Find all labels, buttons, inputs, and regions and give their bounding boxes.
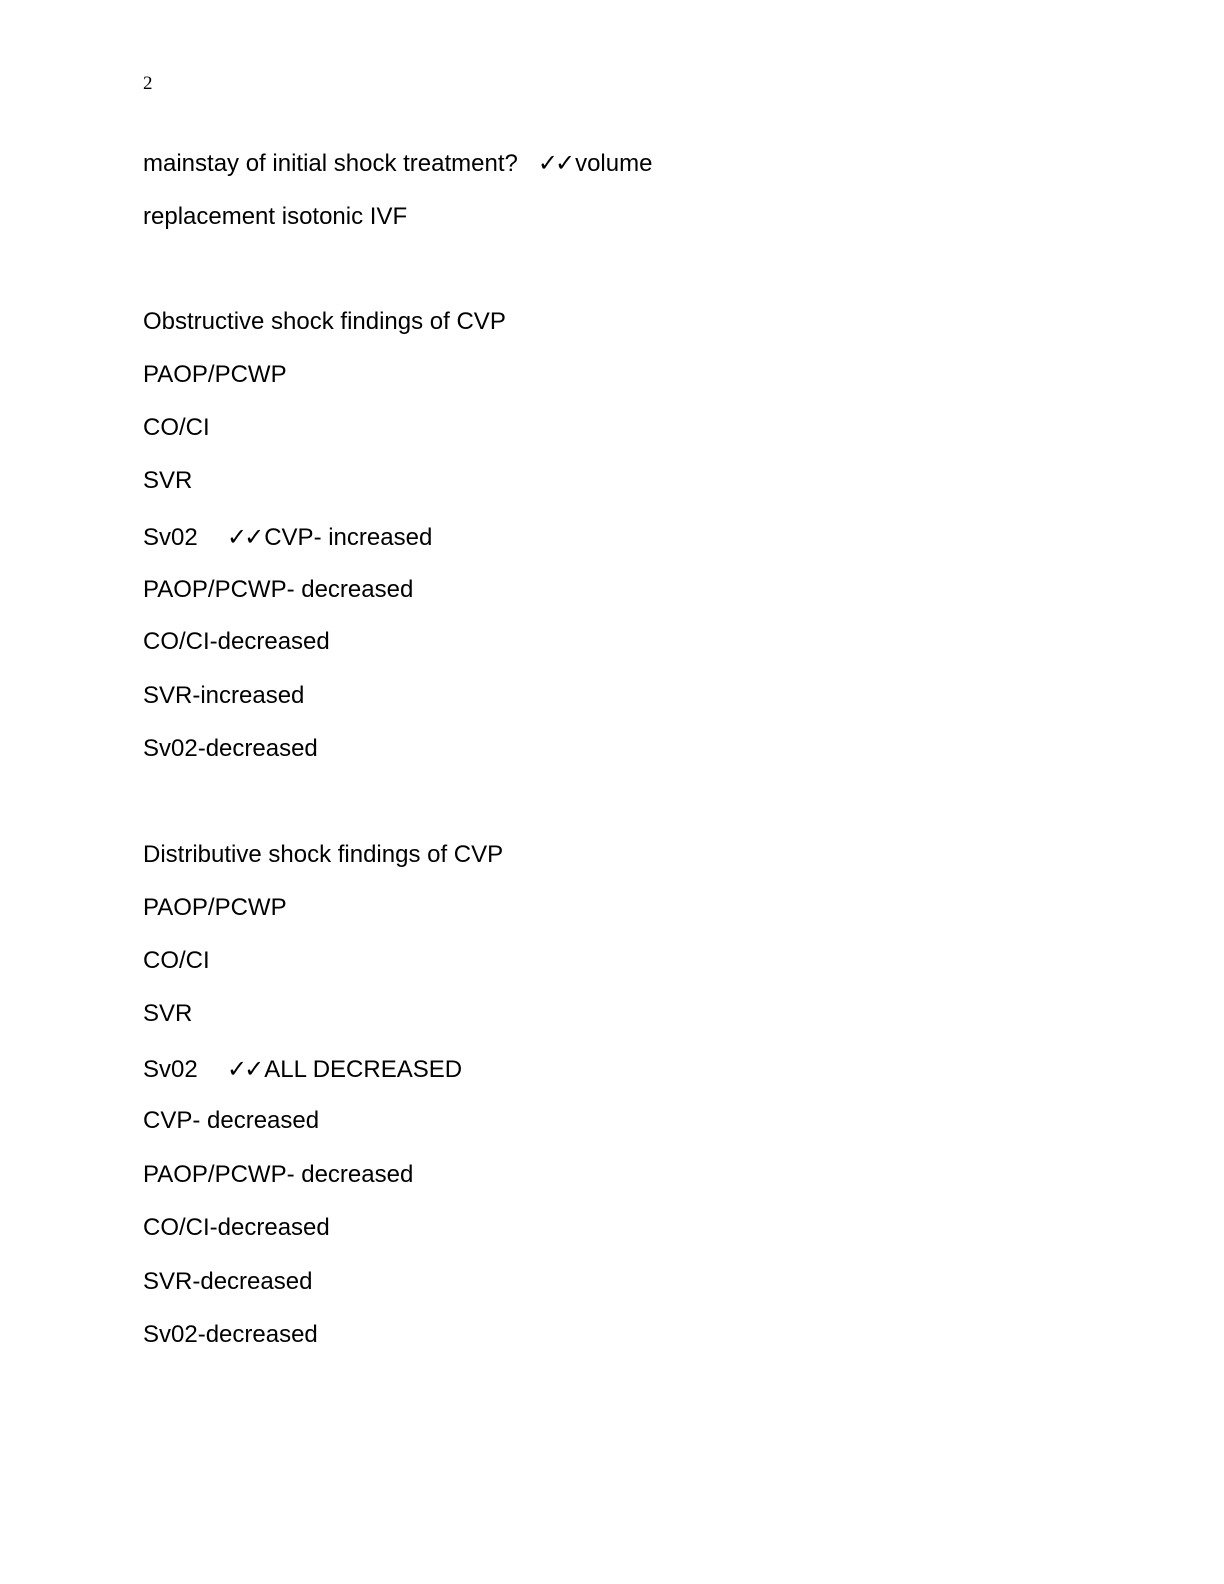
card1-answer-continued: replacement isotonic IVF	[143, 203, 408, 230]
card3-last-question: Sv02	[143, 1056, 198, 1083]
double-check-icon: ✓✓	[537, 149, 573, 177]
card1-answer-start: volume	[575, 150, 653, 177]
card2-question-line: PAOP/PCWP	[143, 361, 287, 388]
card3-question-line: CO/CI	[143, 947, 210, 974]
card3-answer-line: CVP- decreased	[143, 1107, 320, 1134]
card1-question-line	[143, 148, 652, 179]
card2-question-answer-line	[143, 522, 432, 553]
page-number: 2	[143, 73, 153, 94]
card2-answer-line: SVR-increased	[143, 682, 305, 709]
double-check-icon: ✓✓	[227, 523, 262, 551]
card2-answer-line: PAOP/PCWP- decreased	[143, 576, 414, 603]
card3-question-answer-line	[143, 1054, 462, 1085]
card3-question-line: PAOP/PCWP	[143, 894, 287, 921]
card1-question: mainstay of initial shock treatment?	[143, 150, 518, 177]
double-check-icon: ✓✓	[227, 1055, 262, 1083]
card2-question-line: CO/CI	[143, 414, 210, 441]
card2-question-line: SVR	[143, 467, 193, 494]
card3-answer-line: Sv02-decreased	[143, 1321, 318, 1348]
card3-question-line: SVR	[143, 1000, 193, 1027]
card2-answer-line: CO/CI-decreased	[143, 628, 330, 655]
card2-answer-line: Sv02-decreased	[143, 735, 318, 762]
card3-question-line: Distributive shock findings of CVP	[143, 841, 504, 868]
card3-answer-line: SVR-decreased	[143, 1268, 313, 1295]
card3-answer-start: ALL DECREASED	[264, 1056, 463, 1083]
card3-answer-line: CO/CI-decreased	[143, 1214, 330, 1241]
card2-question-line: Obstructive shock findings of CVP	[143, 308, 506, 335]
card3-answer-line: PAOP/PCWP- decreased	[143, 1161, 414, 1188]
card2-last-question: Sv02	[143, 524, 198, 551]
card2-answer-start: CVP- increased	[264, 524, 433, 551]
